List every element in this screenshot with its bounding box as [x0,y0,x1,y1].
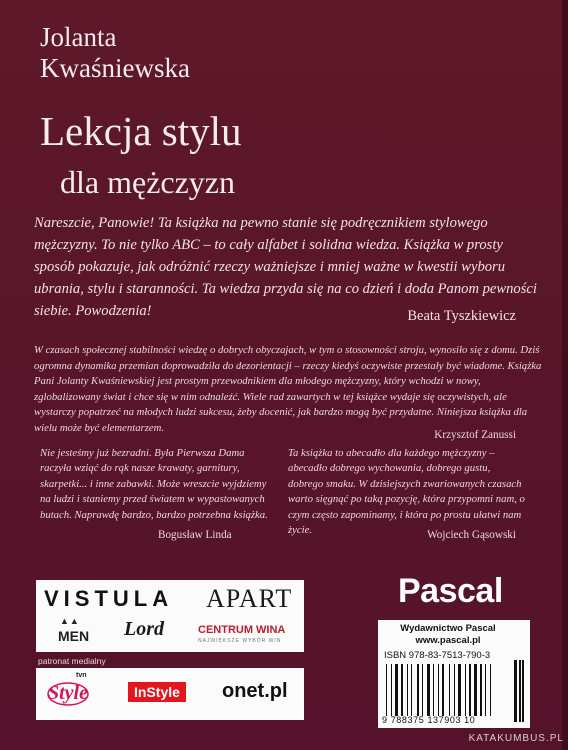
vistula-logo: VISTULA [44,586,174,611]
sponsor-logos-panel [36,580,304,652]
author-name [40,22,190,84]
quote-second: W czasach społecznej stabilności wiedzę o dobrych obyczajach, w tym o stosowności stroju, wynosiło się z domu. Dziś ogromna dynamika przemian doprowadziła do dezorientacji – rzeczy kiedyś oczywiste przestały być wiadome. Książka Pani Jolanty Kwaśniewskiej jest prostym przewodnikiem dla młodego mężczyzny, który wchodzi w nowy, zglobalizowany świat i chce się w nim odnaleźć. Wiele rad zawartych w tej książce wydaje się oczywistych, ale wystarczy popatrzeć na młodych ludzi sukcesu, żeby docenić, jak bardzo mogą być przydatne. Niniejsza książka dla wielu może być elementarzem. [34,344,542,434]
centrum-wina-tagline: NAJWIĘKSZE WYBÓR WIN [198,638,282,644]
barcode-icon [386,664,512,716]
men-logo: MEN [58,628,90,644]
men-logo-icon: ▲▲ [60,616,80,626]
style-logo: Style [48,682,88,704]
pascal-logo: Pascal [398,572,503,610]
author-last-name: Kwaśniewska [40,53,190,83]
instyle-logo: InStyle [128,682,186,702]
publisher-website: www.pascal.pl [415,635,481,646]
lord-logo: Lord [124,618,164,640]
onet-logo: onet.pl [222,680,288,702]
quote-left-author: Bogusław Linda [158,529,232,541]
media-patronage-label: patronat medialny [38,656,106,666]
ean-number: 9 788375 137903 10 [382,715,476,725]
centrum-wina-logo: CENTRUM WINA [198,624,286,636]
quote-right: Ta książka to abecadło dla każdego mężczyzny – abecadło dobrego wychowania, dobrego gustu, dobrego smaku. W dzisiejszych zwariowanych czasach warto sięgnąć po taką pozycję, która przypomni nam, o czym często zapominamy, i która po prostu ułatwi nam życie. [288,447,525,537]
watermark-text: KATAKUMBUS.PL [468,733,564,744]
quote-main-author: Beata Tyszkiewicz [407,308,516,324]
isbn-number: ISBN 978-83-7513-790-3 [384,650,491,661]
book-subtitle: dla mężczyzn [60,164,235,200]
cover-edge [562,0,568,750]
price-barcode-icon [514,660,524,722]
media-logos-panel [36,668,304,720]
tvn-logo: tvn [76,672,87,679]
quote-second-author: Krzysztof Zanussi [434,429,516,441]
quote-right-author: Wojciech Gąsowski [427,529,516,541]
publisher-name: Wydawnictwo Pascal [400,623,496,634]
quote-main: Nareszcie, Panowie! Ta książka na pewno stanie się podręcznikiem stylowego mężczyzny. To nie tylko ABC – to cały alfabet i solidna wiedza. Książka w prosty sposób pokazuje, jak odróżnić rzeczy ważniejsze i mniej ważne w kwestii wyboru ubrania, stylu i staranności. Ta wiedza przyda się na co dzień i doda Panom pewności siebie. Powodzenia! [34,215,537,319]
book-title: Lekcja stylu [40,108,242,154]
barcode-panel [378,620,530,728]
apart-logo: APART [206,584,293,613]
quote-left: Nie jesteśmy już bezradni. Była Pierwsza Dama raczyła wziąć do rąk nasze krawaty, garnitury, skarpetki... i inne zabawki. Może wreszcie wyjdziemy na ludzi i staniemy przed światem w wypastowanych butach. Naprawdę bardzo, bardzo potrzebna książka. [40,447,268,521]
author-first-name: Jolanta [40,22,117,52]
